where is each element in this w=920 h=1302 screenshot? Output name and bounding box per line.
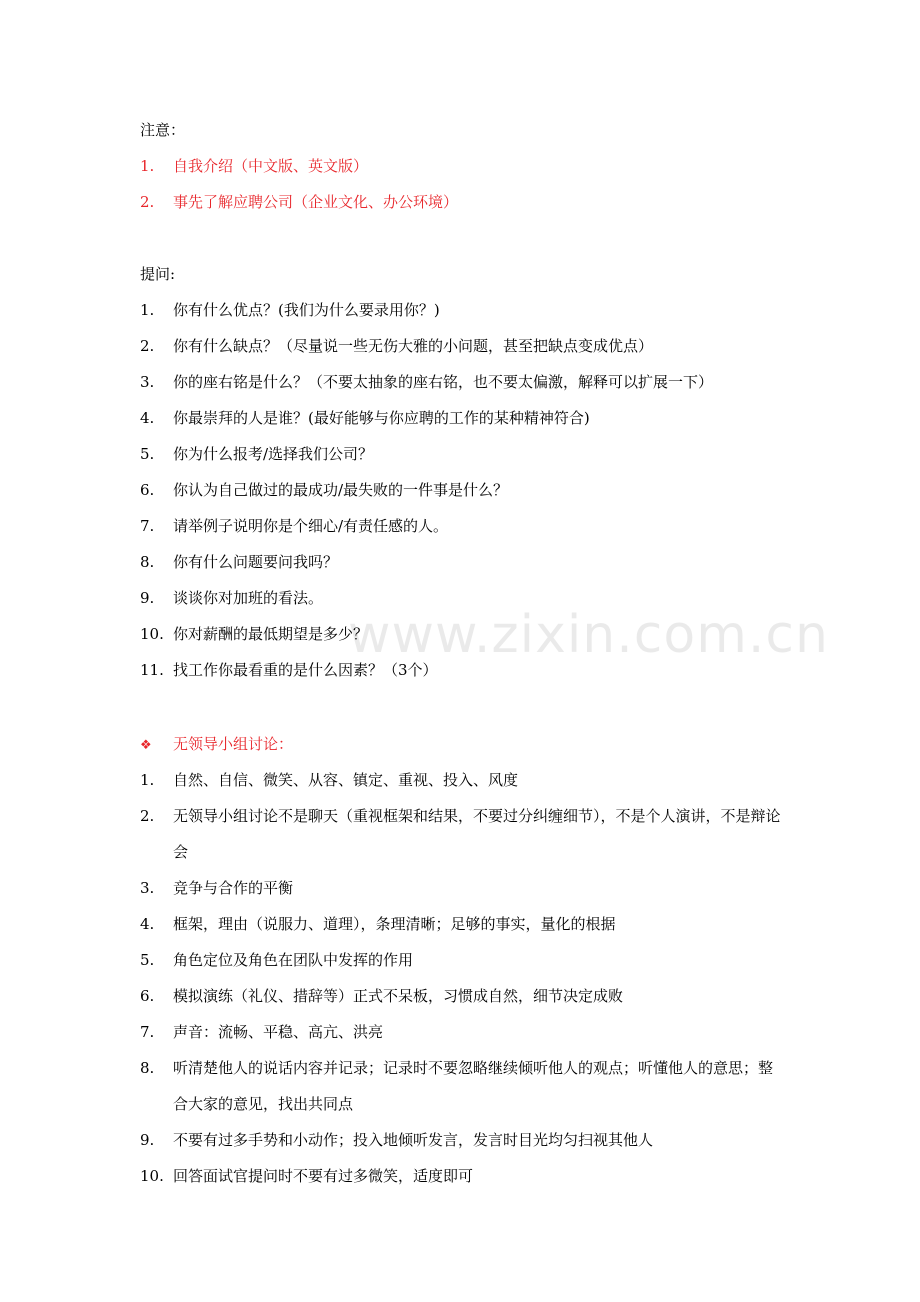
item-text: 谈谈你对加班的看法。: [173, 589, 324, 607]
item-text: 找工作你最看重的是什么因素？（3个）: [173, 661, 438, 679]
discussion-item: [140, 986, 623, 1006]
item-number: 10.: [140, 1167, 164, 1185]
discussion-item: [140, 798, 790, 870]
item-number: 2.: [140, 193, 155, 211]
item-number: 6.: [140, 481, 155, 499]
discussion-item: [140, 1166, 473, 1186]
item-text: 你为什么报考/选择我们公司？: [173, 445, 374, 463]
diamond-bullet-icon: ❖: [140, 738, 152, 753]
discussion-item: [140, 914, 616, 934]
item-number: 1.: [140, 301, 155, 319]
item-text: 自然、自信、微笑、从容、镇定、重视、投入、风度: [173, 771, 519, 789]
item-number: 5.: [140, 951, 155, 969]
item-text: 你对薪酬的最低期望是多少？: [173, 625, 369, 643]
discussion-item: [140, 878, 293, 898]
item-text: 请举例子说明你是个细心/有责任感的人。: [173, 517, 449, 535]
discussion-item: [140, 950, 413, 970]
item-number: 4.: [140, 409, 155, 427]
item-text: 你的座右铭是什么？（不要太抽象的座右铭，也不要太偏激，解释可以扩展一下）: [173, 373, 714, 391]
question-item: [140, 408, 590, 428]
item-number: 7.: [140, 1023, 155, 1041]
item-number: 10.: [140, 625, 164, 643]
question-item: [140, 372, 713, 392]
discussion-item: [140, 1050, 790, 1122]
item-number: 1.: [140, 157, 155, 175]
item-text: 你认为自己做过的最成功/最失败的一件事是什么？: [173, 481, 509, 499]
discussion-item: [140, 1022, 383, 1042]
item-number: 3.: [140, 879, 155, 897]
item-number: 9.: [140, 1131, 155, 1149]
discussion-item: [140, 1130, 653, 1150]
discussion-heading-row: [140, 734, 293, 756]
item-number: 5.: [140, 445, 155, 463]
question-item: [140, 624, 368, 644]
item-text: 回答面试官提问时不要有过多微笑，适度即可: [173, 1167, 474, 1185]
question-item: [140, 516, 448, 536]
item-text: 你有什么问题要问我吗？: [173, 553, 339, 571]
item-text: 框架，理由（说服力、道理），条理清晰；足够的事实，量化的根据: [173, 915, 616, 933]
item-text: 角色定位及角色在团队中发挥的作用: [173, 951, 414, 969]
item-text: 事先了解应聘公司（企业文化、办公环境）: [173, 193, 459, 211]
item-text: 模拟演练（礼仪、措辞等）正式不呆板，习惯成自然，细节决定成败: [173, 987, 624, 1005]
question-item: [140, 444, 373, 464]
item-number: 6.: [140, 987, 155, 1005]
item-number: 1.: [140, 771, 155, 789]
item-number: 9.: [140, 589, 155, 607]
item-text: 不要有过多手势和小动作；投入地倾听发言，发言时目光均匀扫视其他人: [173, 1131, 654, 1149]
item-text: 你有什么缺点？（尽量说一些无伤大雅的小问题，甚至把缺点变成优点）: [173, 337, 654, 355]
question-item: [140, 300, 440, 320]
item-text: 你最崇拜的人是谁？(最好能够与你应聘的工作的某种精神符合): [173, 409, 590, 427]
item-number: 8.: [140, 1059, 155, 1077]
item-number: 4.: [140, 915, 155, 933]
notes-item: [140, 192, 458, 212]
question-item: [140, 552, 338, 572]
item-text: 无领导小组讨论不是聊天（重视框架和结果，不要过分纠缠细节），不是个人演讲，不是辩论会: [173, 807, 781, 861]
item-text: 竞争与合作的平衡: [173, 879, 294, 897]
notes-item: [140, 156, 368, 176]
discussion-heading: 无领导小组讨论：: [173, 735, 294, 753]
questions-heading: 提问:: [140, 265, 176, 283]
question-item: [140, 480, 508, 500]
item-number: 2.: [140, 807, 155, 825]
item-text: 听清楚他人的说话内容并记录；记录时不要忽略继续倾听他人的观点；听懂他人的意思；整合大家的意见，找出共同点: [173, 1059, 774, 1113]
discussion-item: [140, 770, 518, 790]
item-number: 11.: [140, 661, 164, 679]
item-text: 自我介绍（中文版、英文版）: [173, 157, 369, 175]
notes-heading: 注意：: [140, 121, 186, 139]
question-item: [140, 588, 323, 608]
item-number: 8.: [140, 553, 155, 571]
item-text: 声音：流畅、平稳、高亢、洪亮: [173, 1023, 384, 1041]
watermark: www.zixin.com.cn: [348, 605, 829, 665]
item-number: 7.: [140, 517, 155, 535]
item-number: 2.: [140, 337, 155, 355]
question-item: [140, 336, 653, 356]
item-text: 你有什么优点？(我们为什么要录用你？): [173, 301, 440, 319]
item-number: 3.: [140, 373, 155, 391]
